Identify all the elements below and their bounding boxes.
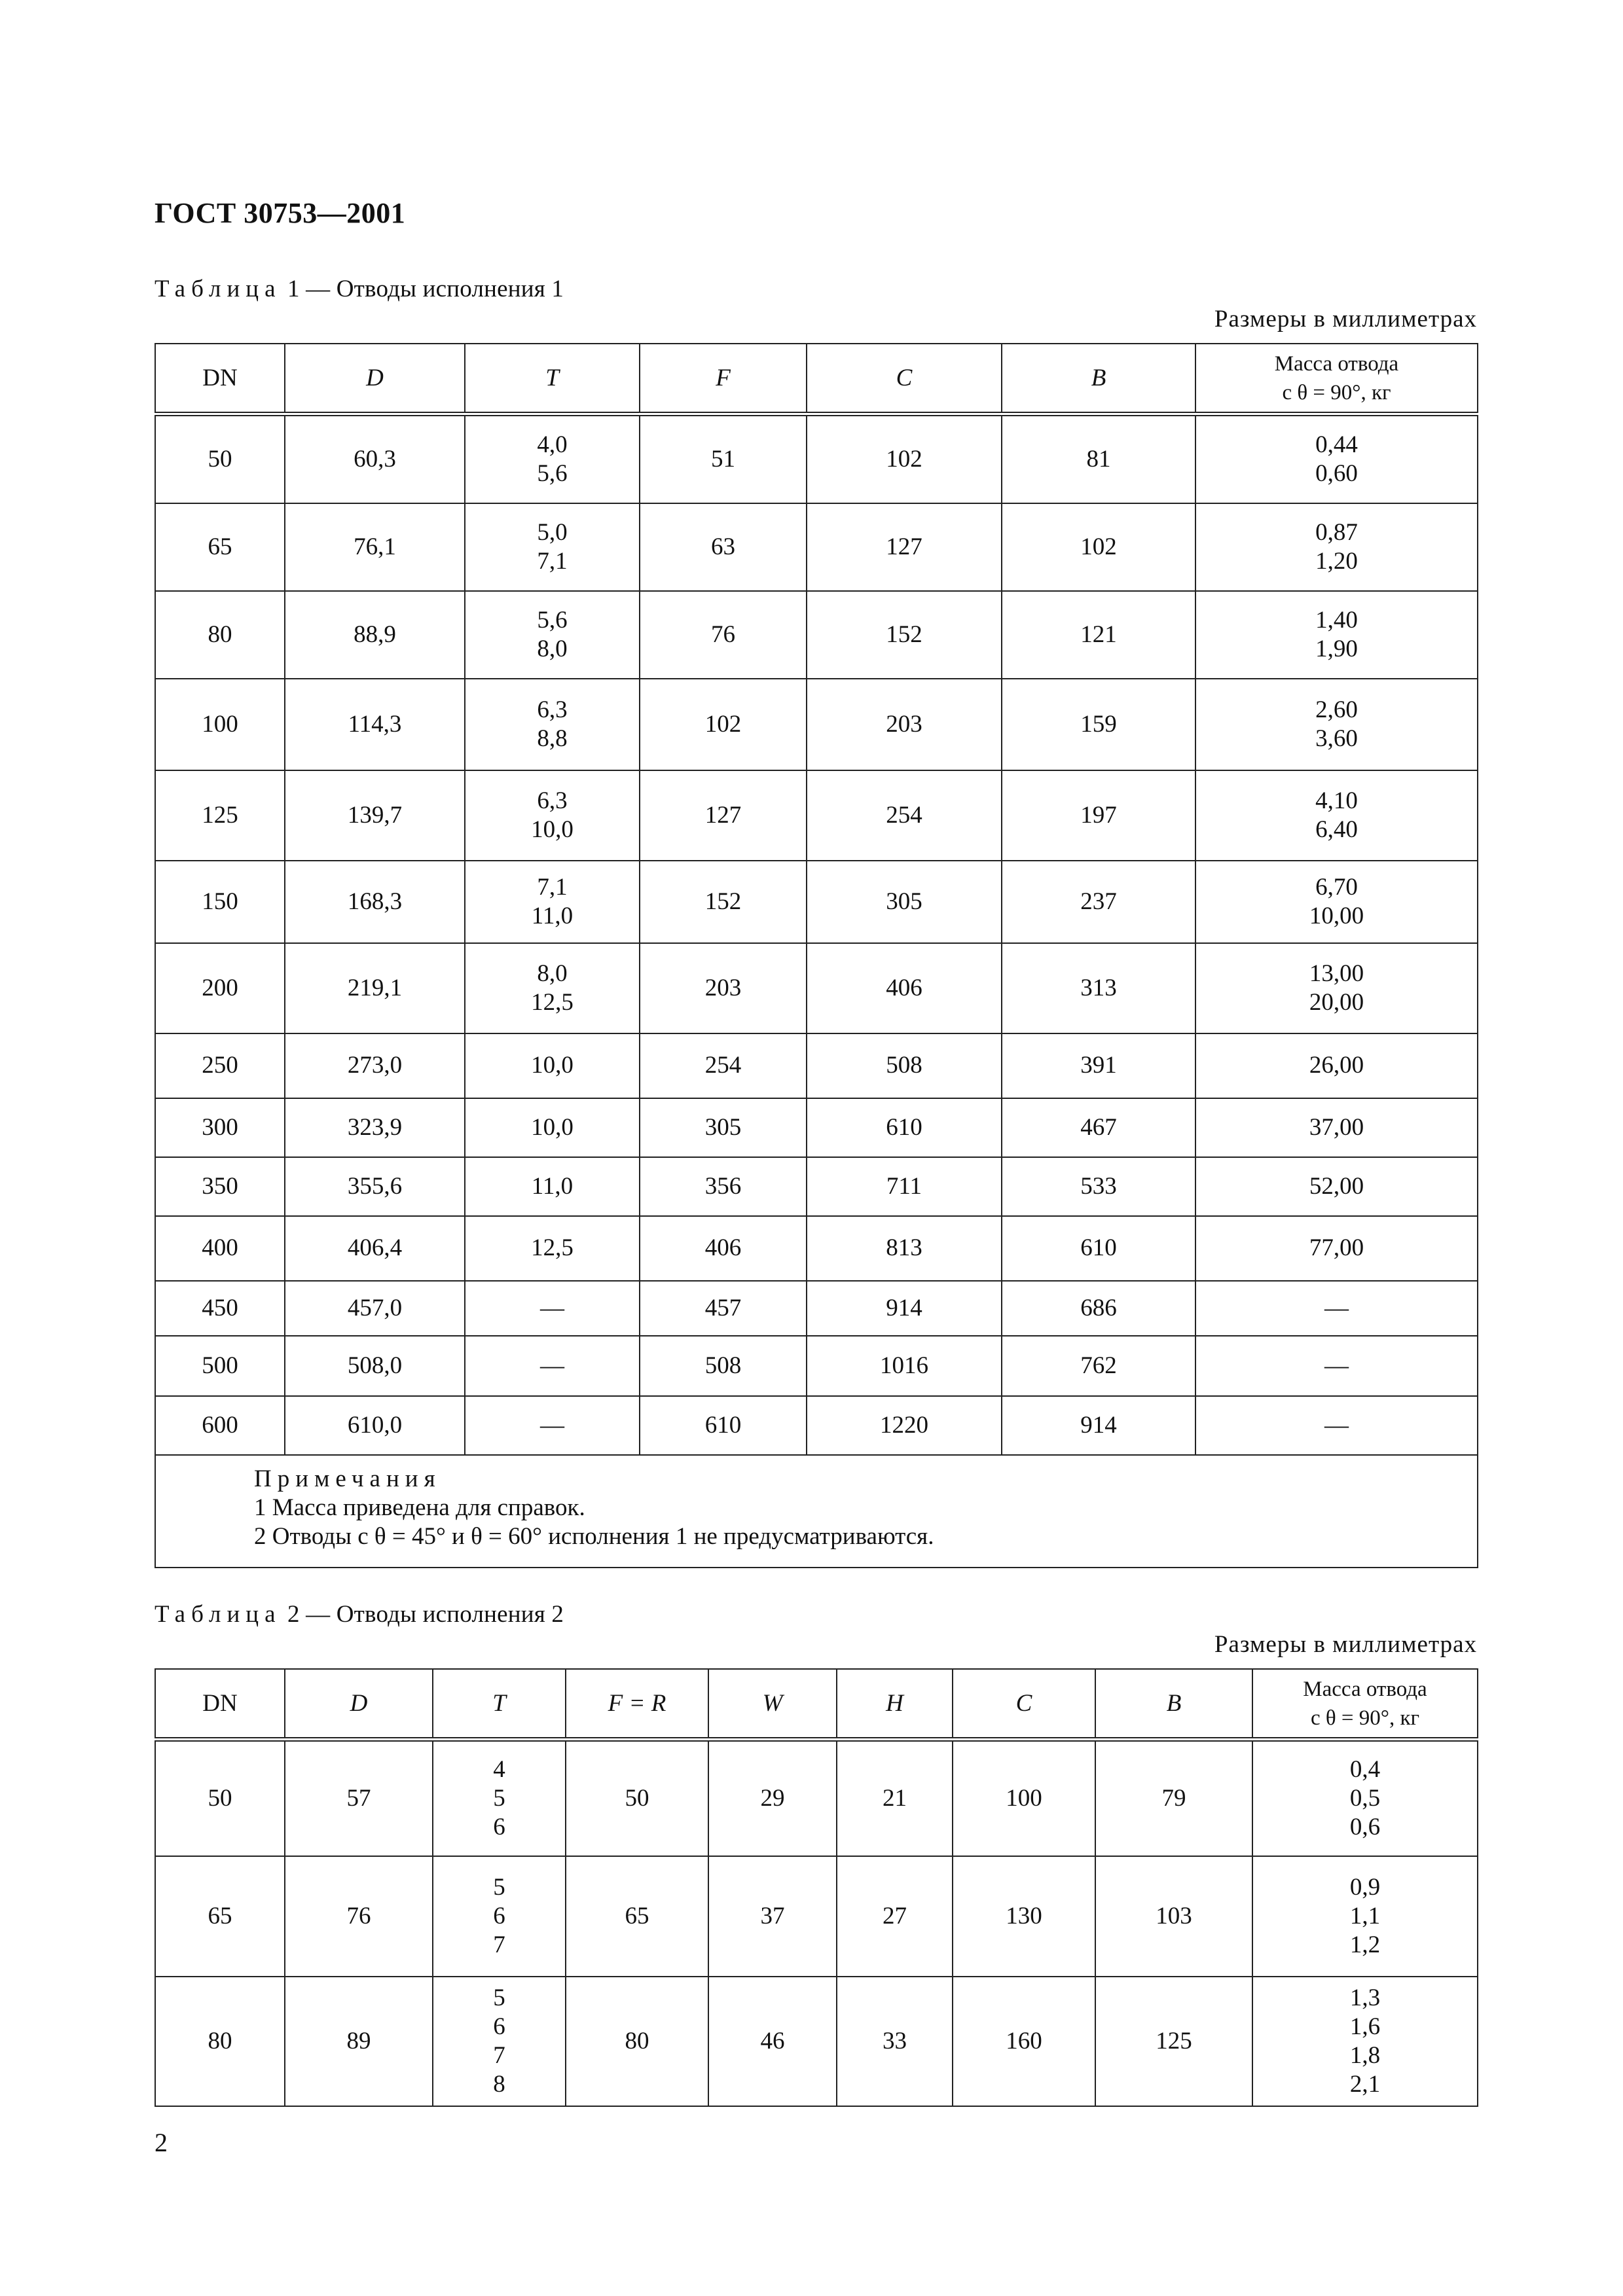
cell-mass bbox=[1195, 414, 1478, 503]
cell-b: 159 bbox=[1002, 679, 1195, 770]
cell-t-value: 10,0 bbox=[531, 816, 574, 843]
cell-dn: 65 bbox=[155, 1856, 285, 1977]
table-row bbox=[155, 1281, 1478, 1336]
header-mass-line2: с θ = 90°, кг bbox=[1282, 380, 1391, 404]
cell-t bbox=[465, 1216, 640, 1281]
table1-caption-label: Таблица bbox=[155, 276, 282, 302]
cell-d: 610,0 bbox=[285, 1396, 465, 1455]
header-c: C bbox=[953, 1669, 1095, 1740]
cell-c: 305 bbox=[807, 861, 1002, 943]
table-row bbox=[155, 503, 1478, 591]
cell-mass-value: 1,90 bbox=[1315, 635, 1358, 662]
header-dn: DN bbox=[155, 1669, 285, 1740]
cell-t-value: 5 bbox=[493, 1984, 505, 2011]
cell-t-value: 6 bbox=[493, 1813, 505, 1840]
cell-c: 160 bbox=[953, 1977, 1095, 2106]
cell-dn: 50 bbox=[155, 414, 285, 503]
table1-header-row bbox=[155, 344, 1478, 414]
cell-d: 76 bbox=[285, 1856, 433, 1977]
cell-f: 127 bbox=[640, 770, 807, 861]
cell-mass bbox=[1195, 1033, 1478, 1098]
cell-t-value: 6,3 bbox=[537, 787, 568, 814]
header-mass-line1: Масса отвода bbox=[1274, 351, 1399, 376]
cell-dn: 65 bbox=[155, 503, 285, 591]
cell-t-value: 5,0 bbox=[537, 518, 568, 546]
document-title: ГОСТ 30753—2001 bbox=[155, 197, 406, 229]
table-row bbox=[155, 1033, 1478, 1098]
cell-b: 762 bbox=[1002, 1336, 1195, 1396]
cell-mass-value: 77,00 bbox=[1309, 1234, 1364, 1261]
cell-t-value: 5,6 bbox=[537, 459, 568, 487]
cell-t bbox=[465, 1033, 640, 1098]
cell-f: 356 bbox=[640, 1157, 807, 1216]
table2-units: Размеры в миллиметрах bbox=[1214, 1631, 1477, 1658]
cell-d: 114,3 bbox=[285, 679, 465, 770]
cell-b: 237 bbox=[1002, 861, 1195, 943]
cell-b: 914 bbox=[1002, 1396, 1195, 1455]
cell-t-value: 4 bbox=[493, 1755, 505, 1783]
table-row bbox=[155, 679, 1478, 770]
table-row bbox=[155, 1098, 1478, 1157]
cell-mass-value: 1,6 bbox=[1349, 2013, 1381, 2040]
cell-b: 391 bbox=[1002, 1033, 1195, 1098]
table1-caption-text: 1 — Отводы исполнения 1 bbox=[287, 276, 564, 302]
cell-mass-value: 0,60 bbox=[1315, 459, 1358, 487]
cell-h: 33 bbox=[837, 1977, 953, 2106]
table2-caption-text: 2 — Отводы исполнения 2 bbox=[287, 1601, 564, 1628]
cell-dn: 80 bbox=[155, 1977, 285, 2106]
cell-t-value: 11,0 bbox=[531, 902, 574, 929]
cell-t-value: 5 bbox=[493, 1873, 505, 1901]
cell-t-value: — bbox=[540, 1352, 564, 1379]
cell-mass-value: 1,2 bbox=[1349, 1931, 1381, 1958]
note-item: 1 Масса приведена для справок. bbox=[254, 1494, 585, 1521]
table-row bbox=[155, 1396, 1478, 1455]
cell-fr: 65 bbox=[566, 1856, 708, 1977]
cell-f: 610 bbox=[640, 1396, 807, 1455]
cell-d: 57 bbox=[285, 1740, 433, 1856]
cell-mass bbox=[1195, 1157, 1478, 1216]
cell-t bbox=[433, 1856, 566, 1977]
cell-mass-value: — bbox=[1324, 1411, 1349, 1439]
cell-mass-value: 37,00 bbox=[1309, 1113, 1364, 1141]
header-h: H bbox=[837, 1669, 953, 1740]
cell-dn: 200 bbox=[155, 943, 285, 1033]
header-t: T bbox=[433, 1669, 566, 1740]
cell-dn: 500 bbox=[155, 1336, 285, 1396]
cell-mass bbox=[1195, 679, 1478, 770]
cell-dn: 350 bbox=[155, 1157, 285, 1216]
cell-f: 406 bbox=[640, 1216, 807, 1281]
note-item: 2 Отводы с θ = 45° и θ = 60° исполнения 1 не предусматриваются. bbox=[254, 1522, 934, 1550]
cell-mass-value: 1,8 bbox=[1349, 2041, 1381, 2069]
header-mass bbox=[1195, 344, 1478, 414]
cell-mass bbox=[1252, 1856, 1478, 1977]
cell-f: 102 bbox=[640, 679, 807, 770]
cell-t-value: 5 bbox=[493, 1784, 505, 1812]
cell-mass-value: 13,00 bbox=[1309, 960, 1364, 987]
cell-t-value: 10,0 bbox=[531, 1052, 574, 1079]
cell-fr: 50 bbox=[566, 1740, 708, 1856]
header-mass-line2: с θ = 90°, кг bbox=[1310, 1706, 1420, 1730]
cell-w: 46 bbox=[708, 1977, 837, 2106]
cell-d: 60,3 bbox=[285, 414, 465, 503]
header-c: C bbox=[807, 344, 1002, 414]
cell-t-value: 7,1 bbox=[537, 547, 568, 575]
table-row bbox=[155, 414, 1478, 503]
cell-t bbox=[465, 503, 640, 591]
cell-t-value: 11,0 bbox=[531, 1172, 574, 1200]
cell-d: 88,9 bbox=[285, 591, 465, 679]
header-f: F bbox=[640, 344, 807, 414]
cell-d: 508,0 bbox=[285, 1336, 465, 1396]
cell-b: 79 bbox=[1095, 1740, 1252, 1856]
cell-f: 254 bbox=[640, 1033, 807, 1098]
cell-b: 533 bbox=[1002, 1157, 1195, 1216]
cell-mass bbox=[1195, 1098, 1478, 1157]
table1-notes bbox=[155, 1455, 1478, 1568]
cell-mass bbox=[1252, 1740, 1478, 1856]
cell-mass-value: 26,00 bbox=[1309, 1052, 1364, 1079]
cell-t bbox=[465, 770, 640, 861]
table-row bbox=[155, 861, 1478, 943]
cell-t-value: 8 bbox=[493, 2070, 505, 2098]
cell-dn: 300 bbox=[155, 1098, 285, 1157]
cell-b: 102 bbox=[1002, 503, 1195, 591]
cell-f: 51 bbox=[640, 414, 807, 503]
cell-t-value: 12,5 bbox=[531, 988, 574, 1016]
cell-mass bbox=[1195, 1396, 1478, 1455]
cell-fr: 80 bbox=[566, 1977, 708, 2106]
cell-d: 168,3 bbox=[285, 861, 465, 943]
cell-mass-value: 20,00 bbox=[1309, 988, 1364, 1016]
cell-c: 813 bbox=[807, 1216, 1002, 1281]
cell-c: 1016 bbox=[807, 1336, 1002, 1396]
cell-mass-value: 52,00 bbox=[1309, 1172, 1364, 1200]
cell-mass bbox=[1195, 1216, 1478, 1281]
cell-b: 610 bbox=[1002, 1216, 1195, 1281]
header-w: W bbox=[708, 1669, 837, 1740]
cell-mass bbox=[1195, 861, 1478, 943]
header-f-r: F = R bbox=[566, 1669, 708, 1740]
cell-h: 21 bbox=[837, 1740, 953, 1856]
cell-f: 63 bbox=[640, 503, 807, 591]
cell-c: 508 bbox=[807, 1033, 1002, 1098]
cell-t bbox=[433, 1740, 566, 1856]
table-row bbox=[155, 1740, 1478, 1856]
table1-notes-row bbox=[155, 1455, 1478, 1568]
cell-t bbox=[465, 679, 640, 770]
cell-d: 76,1 bbox=[285, 503, 465, 591]
cell-f: 76 bbox=[640, 591, 807, 679]
cell-c: 152 bbox=[807, 591, 1002, 679]
cell-w: 37 bbox=[708, 1856, 837, 1977]
cell-t bbox=[465, 1336, 640, 1396]
header-t: T bbox=[465, 344, 640, 414]
cell-dn: 50 bbox=[155, 1740, 285, 1856]
cell-t-value: 6 bbox=[493, 2013, 505, 2040]
cell-mass-value: 6,70 bbox=[1315, 873, 1358, 901]
cell-t bbox=[433, 1977, 566, 2106]
cell-mass-value: 10,00 bbox=[1309, 902, 1364, 929]
cell-dn: 600 bbox=[155, 1396, 285, 1455]
cell-c: 914 bbox=[807, 1281, 1002, 1336]
cell-f: 305 bbox=[640, 1098, 807, 1157]
cell-mass bbox=[1195, 503, 1478, 591]
cell-mass-value: 2,1 bbox=[1349, 2070, 1381, 2098]
cell-t-value: 6 bbox=[493, 1902, 505, 1929]
cell-t-value: 7,1 bbox=[537, 873, 568, 901]
cell-t bbox=[465, 591, 640, 679]
table-row bbox=[155, 1157, 1478, 1216]
cell-c: 100 bbox=[953, 1740, 1095, 1856]
cell-b: 81 bbox=[1002, 414, 1195, 503]
cell-mass bbox=[1195, 943, 1478, 1033]
cell-c: 130 bbox=[953, 1856, 1095, 1977]
cell-w: 29 bbox=[708, 1740, 837, 1856]
cell-mass-value: 3,60 bbox=[1315, 725, 1358, 752]
table-row bbox=[155, 591, 1478, 679]
cell-t-value: — bbox=[540, 1411, 564, 1439]
cell-mass-value: 1,3 bbox=[1349, 1984, 1381, 2011]
cell-t-value: 5,6 bbox=[537, 606, 568, 634]
cell-t bbox=[465, 861, 640, 943]
cell-c: 406 bbox=[807, 943, 1002, 1033]
table2-caption-label: Таблица bbox=[155, 1601, 282, 1628]
cell-dn: 125 bbox=[155, 770, 285, 861]
cell-t bbox=[465, 414, 640, 503]
cell-d: 273,0 bbox=[285, 1033, 465, 1098]
cell-d: 89 bbox=[285, 1977, 433, 2106]
cell-mass-value: 4,10 bbox=[1315, 787, 1358, 814]
cell-c: 1220 bbox=[807, 1396, 1002, 1455]
cell-mass-value: 1,1 bbox=[1349, 1902, 1381, 1929]
cell-t bbox=[465, 1281, 640, 1336]
cell-dn: 450 bbox=[155, 1281, 285, 1336]
cell-t bbox=[465, 1396, 640, 1455]
cell-b: 197 bbox=[1002, 770, 1195, 861]
cell-t bbox=[465, 943, 640, 1033]
cell-mass bbox=[1195, 1336, 1478, 1396]
cell-d: 323,9 bbox=[285, 1098, 465, 1157]
table-row bbox=[155, 1336, 1478, 1396]
cell-b: 686 bbox=[1002, 1281, 1195, 1336]
cell-mass-value: 0,5 bbox=[1349, 1784, 1381, 1812]
cell-t-value: 10,0 bbox=[531, 1113, 574, 1141]
cell-b: 125 bbox=[1095, 1977, 1252, 2106]
header-mass bbox=[1252, 1669, 1478, 1740]
cell-d: 457,0 bbox=[285, 1281, 465, 1336]
table-row bbox=[155, 943, 1478, 1033]
cell-mass-value: 0,44 bbox=[1315, 431, 1358, 458]
cell-t-value: 8,0 bbox=[537, 635, 568, 662]
cell-t-value: 6,3 bbox=[537, 696, 568, 723]
header-b: B bbox=[1002, 344, 1195, 414]
cell-mass bbox=[1252, 1977, 1478, 2106]
cell-d: 139,7 bbox=[285, 770, 465, 861]
cell-dn: 80 bbox=[155, 591, 285, 679]
cell-h: 27 bbox=[837, 1856, 953, 1977]
cell-b: 313 bbox=[1002, 943, 1195, 1033]
table1-caption bbox=[155, 275, 564, 303]
cell-c: 711 bbox=[807, 1157, 1002, 1216]
cell-c: 610 bbox=[807, 1098, 1002, 1157]
cell-c: 203 bbox=[807, 679, 1002, 770]
cell-mass-value: 1,40 bbox=[1315, 606, 1358, 634]
header-dn: DN bbox=[155, 344, 285, 414]
table2-header-row bbox=[155, 1669, 1478, 1740]
cell-t-value: 8,0 bbox=[537, 960, 568, 987]
cell-f: 508 bbox=[640, 1336, 807, 1396]
cell-dn: 100 bbox=[155, 679, 285, 770]
cell-t bbox=[465, 1098, 640, 1157]
table-row bbox=[155, 1216, 1478, 1281]
cell-mass-value: 6,40 bbox=[1315, 816, 1358, 843]
cell-mass bbox=[1195, 770, 1478, 861]
cell-dn: 400 bbox=[155, 1216, 285, 1281]
cell-t-value: 7 bbox=[493, 2041, 505, 2069]
cell-mass bbox=[1195, 591, 1478, 679]
cell-d: 406,4 bbox=[285, 1216, 465, 1281]
table2 bbox=[155, 1668, 1478, 2107]
cell-c: 127 bbox=[807, 503, 1002, 591]
cell-f: 457 bbox=[640, 1281, 807, 1336]
cell-t-value: 4,0 bbox=[537, 431, 568, 458]
header-d: D bbox=[285, 1669, 433, 1740]
page-number: 2 bbox=[155, 2128, 168, 2157]
header-mass-line1: Масса отвода bbox=[1303, 1677, 1427, 1701]
notes-title: Примечания bbox=[254, 1465, 441, 1492]
header-b: B bbox=[1095, 1669, 1252, 1740]
cell-b: 121 bbox=[1002, 591, 1195, 679]
cell-mass-value: 0,87 bbox=[1315, 518, 1358, 546]
cell-t-value: 7 bbox=[493, 1931, 505, 1958]
cell-mass-value: 1,20 bbox=[1315, 547, 1358, 575]
cell-d: 355,6 bbox=[285, 1157, 465, 1216]
cell-mass-value: 0,4 bbox=[1349, 1755, 1381, 1783]
cell-t-value: — bbox=[540, 1294, 564, 1321]
table-row bbox=[155, 1977, 1478, 2106]
cell-b: 103 bbox=[1095, 1856, 1252, 1977]
cell-dn: 150 bbox=[155, 861, 285, 943]
cell-b: 467 bbox=[1002, 1098, 1195, 1157]
header-d: D bbox=[285, 344, 465, 414]
cell-t-value: 8,8 bbox=[537, 725, 568, 752]
table1 bbox=[155, 343, 1478, 1568]
cell-c: 254 bbox=[807, 770, 1002, 861]
cell-mass-value: 0,9 bbox=[1349, 1873, 1381, 1901]
table1-units: Размеры в миллиметрах bbox=[1214, 306, 1477, 332]
cell-t bbox=[465, 1157, 640, 1216]
cell-f: 152 bbox=[640, 861, 807, 943]
cell-mass-value: — bbox=[1324, 1294, 1349, 1321]
table2-caption bbox=[155, 1600, 564, 1628]
table-row bbox=[155, 1856, 1478, 1977]
cell-f: 203 bbox=[640, 943, 807, 1033]
cell-mass-value: — bbox=[1324, 1352, 1349, 1379]
cell-mass-value: 0,6 bbox=[1349, 1813, 1381, 1840]
cell-d: 219,1 bbox=[285, 943, 465, 1033]
cell-dn: 250 bbox=[155, 1033, 285, 1098]
cell-mass-value: 2,60 bbox=[1315, 696, 1358, 723]
cell-c: 102 bbox=[807, 414, 1002, 503]
table-row bbox=[155, 770, 1478, 861]
cell-mass bbox=[1195, 1281, 1478, 1336]
cell-t-value: 12,5 bbox=[531, 1234, 574, 1261]
